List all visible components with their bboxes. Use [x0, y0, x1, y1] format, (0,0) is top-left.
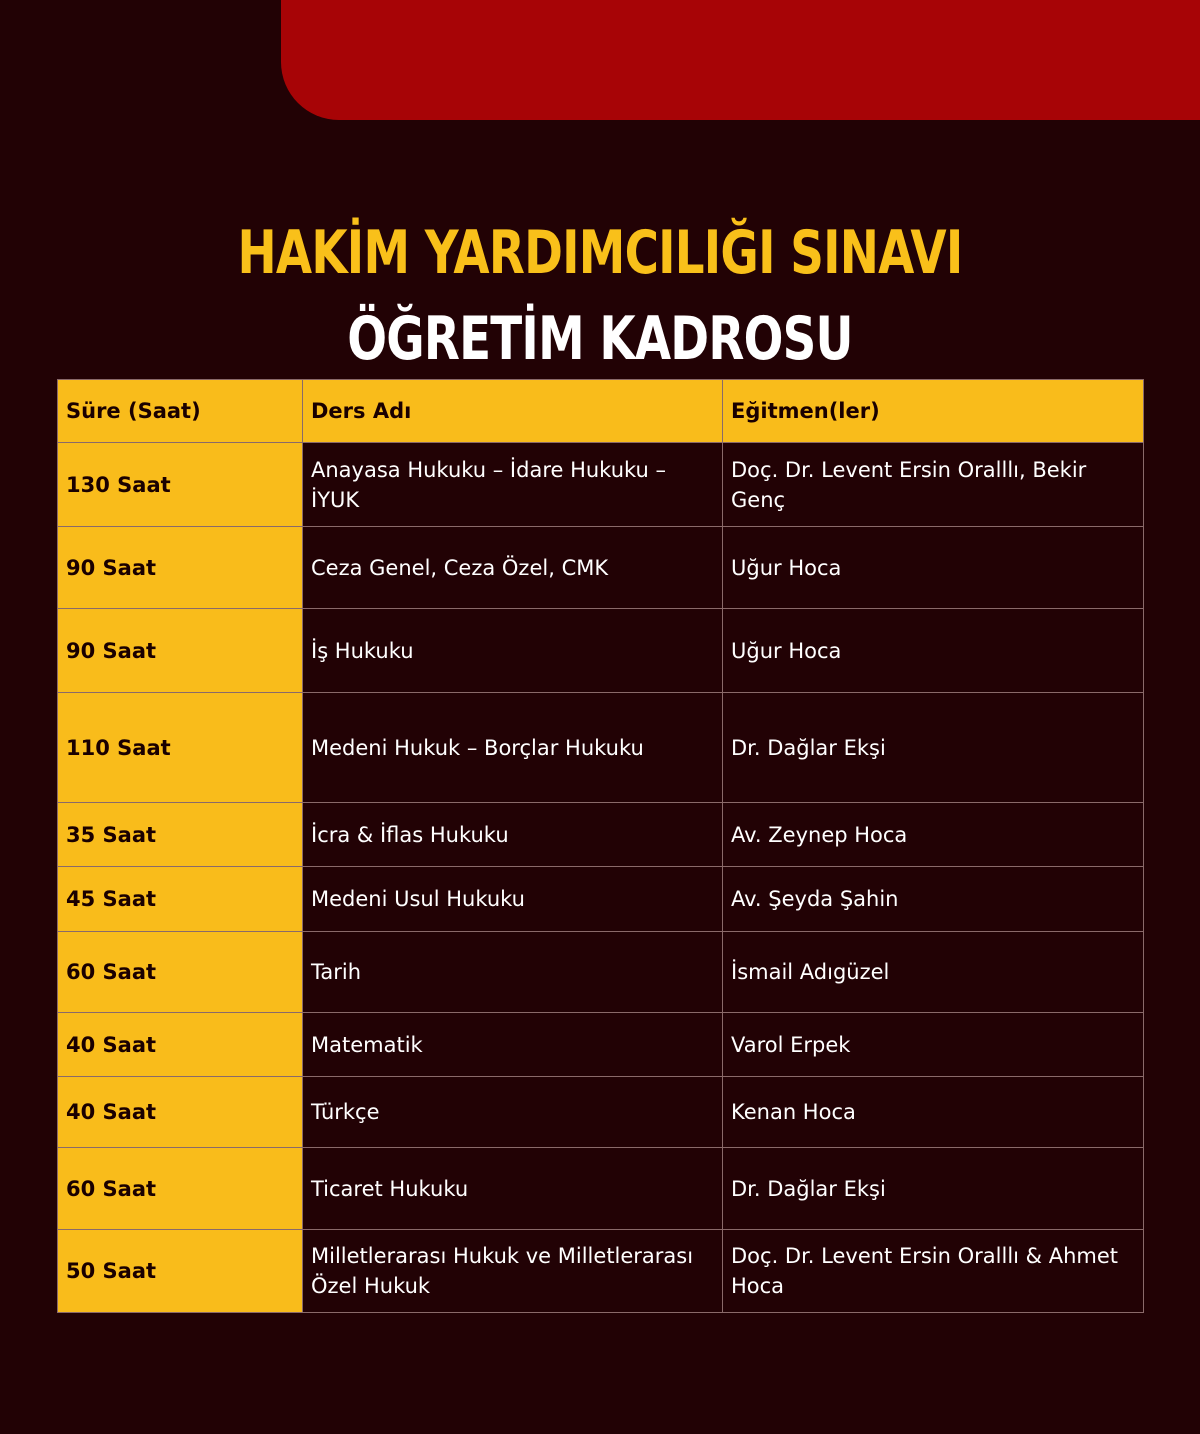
duration-cell: 50 Saat	[58, 1230, 303, 1313]
instructor-cell: Uğur Hoca	[723, 609, 1144, 693]
instructor-cell: Kenan Hoca	[723, 1077, 1144, 1148]
course-cell: Milletlerarası Hukuk ve Milletlerarası Özel Hukuk	[303, 1230, 723, 1313]
duration-cell: 90 Saat	[58, 609, 303, 693]
instructor-cell: Av. Zeynep Hoca	[723, 803, 1144, 867]
instructor-cell: Doç. Dr. Levent Ersin Oralllı & Ahmet Hoca	[723, 1230, 1144, 1313]
title-line-2: ÖĞRETİM KADROSU	[347, 304, 853, 374]
table-row	[58, 1230, 1144, 1313]
table-row	[58, 693, 1144, 803]
duration-cell: 90 Saat	[58, 527, 303, 609]
table-row	[58, 1077, 1144, 1148]
duration-cell: 60 Saat	[58, 1148, 303, 1230]
duration-cell: 110 Saat	[58, 693, 303, 803]
duration-cell: 60 Saat	[58, 932, 303, 1013]
table-row	[58, 1013, 1144, 1077]
schedule-table	[57, 379, 1144, 1313]
duration-cell: 40 Saat	[58, 1077, 303, 1148]
course-cell: İş Hukuku	[303, 609, 723, 693]
instructor-cell: Dr. Dağlar Ekşi	[723, 1148, 1144, 1230]
top-red-band	[281, 0, 1200, 120]
course-cell: Ticaret Hukuku	[303, 1148, 723, 1230]
instructor-cell: Doç. Dr. Levent Ersin Oralllı, Bekir Genç	[723, 443, 1144, 527]
course-cell: Medeni Hukuk – Borçlar Hukuku	[303, 693, 723, 803]
table-row	[58, 932, 1144, 1013]
course-cell: Ceza Genel, Ceza Özel, CMK	[303, 527, 723, 609]
instructor-cell: Dr. Dağlar Ekşi	[723, 693, 1144, 803]
course-cell: Medeni Usul Hukuku	[303, 867, 723, 932]
course-cell: Anayasa Hukuku – İdare Hukuku – İYUK	[303, 443, 723, 527]
header-duration: Süre (Saat)	[58, 380, 303, 443]
course-cell: İcra & İflas Hukuku	[303, 803, 723, 867]
header-instructor: Eğitmen(ler)	[723, 380, 1144, 443]
duration-cell: 40 Saat	[58, 1013, 303, 1077]
table-row	[58, 1148, 1144, 1230]
duration-cell: 45 Saat	[58, 867, 303, 932]
title-line-1: HAKİM YARDIMCILIĞI SINAVI	[237, 218, 963, 288]
table-row	[58, 443, 1144, 527]
table-row	[58, 803, 1144, 867]
instructor-cell: Varol Erpek	[723, 1013, 1144, 1077]
table-row	[58, 609, 1144, 693]
duration-cell: 130 Saat	[58, 443, 303, 527]
table-row	[58, 527, 1144, 609]
duration-cell: 35 Saat	[58, 803, 303, 867]
header-course: Ders Adı	[303, 380, 723, 443]
instructor-cell: İsmail Adıgüzel	[723, 932, 1144, 1013]
course-cell: Matematik	[303, 1013, 723, 1077]
table-row	[58, 867, 1144, 932]
instructor-cell: Av. Şeyda Şahin	[723, 867, 1144, 932]
table-header-row	[58, 380, 1144, 443]
course-cell: Tarih	[303, 932, 723, 1013]
instructor-cell: Uğur Hoca	[723, 527, 1144, 609]
course-cell: Türkçe	[303, 1077, 723, 1148]
